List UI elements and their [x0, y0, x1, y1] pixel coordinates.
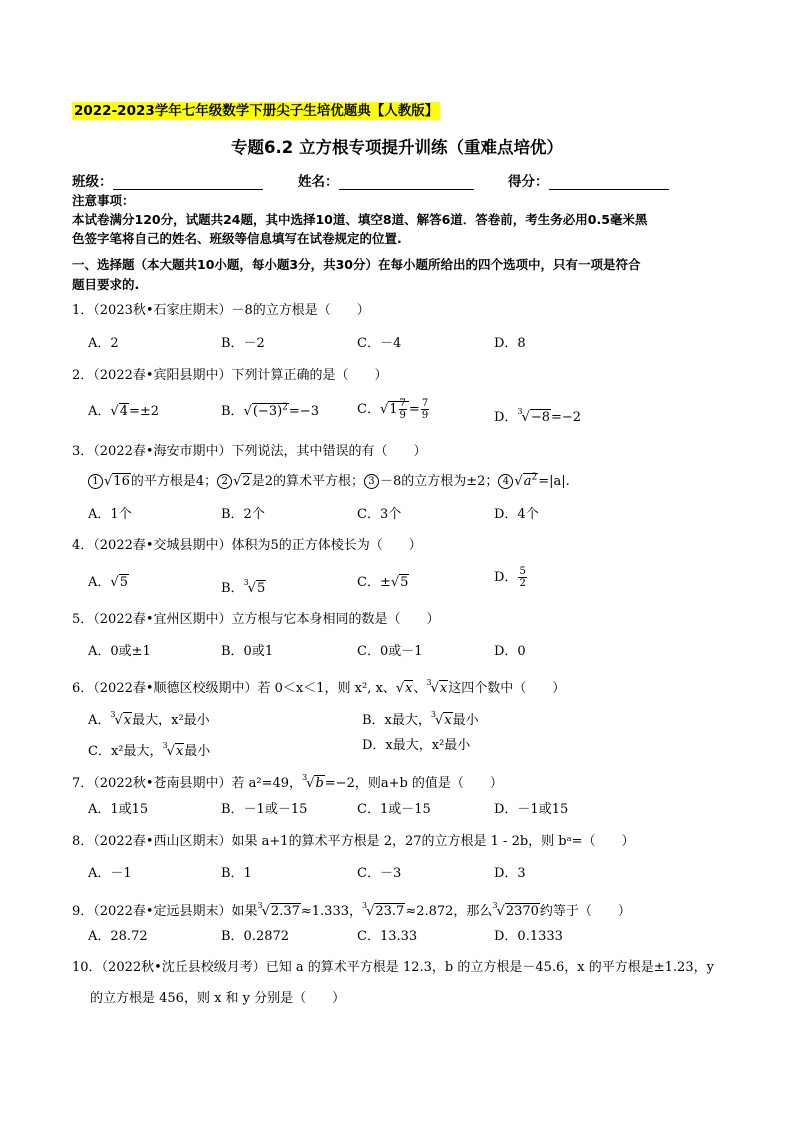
q1-option-b[interactable]: B．－2: [221, 336, 265, 351]
question-7-stem: 7．（2022秋•苍南县期中）若 a²=49，$^3$√b=−2，则a+b 的值是（ ）: [72, 773, 503, 791]
question-8-stem: 8．（2022春•西山区期末）如果 a+1的算术平方根是 2，27的立方根是 1 - 2b，则 bᵃ=（ ）: [72, 834, 635, 849]
q7-option-b[interactable]: B．－1或－15: [221, 802, 308, 817]
q6-option-c[interactable]: C．x²最大，$^3$√x最小: [88, 741, 211, 759]
question-10-line-2: 的立方根是 456，则 x 和 y 分别是（ ）: [90, 991, 346, 1006]
q3-statements: 1 √16的平方根是4； 2 √2是2的算术平方根； 3 －8的立方根为±2； 4 $√a^2=|a|$.: [88, 472, 570, 492]
q3-option-b[interactable]: B．2个: [221, 507, 265, 522]
info-row: [72, 170, 722, 192]
class-field[interactable]: [72, 170, 263, 190]
q7-option-c[interactable]: C．1或－15: [357, 802, 431, 817]
q7-option-d[interactable]: D．－1或15: [494, 802, 569, 817]
q3-option-c[interactable]: C．3个: [357, 507, 402, 522]
q8-option-b[interactable]: B．1: [221, 866, 252, 881]
page-title: 专题6.2 立方根专项提升训练（重难点培优）: [231, 138, 563, 157]
q8-option-c[interactable]: C．－3: [357, 866, 402, 881]
question-9-stem: 9．（2022春•定远县期末）如果$^3$√2.37≈1.333，$^3$√23.7≈2.872，那么$^3$√2370约等于（ ）: [72, 901, 631, 919]
score-field[interactable]: [508, 170, 669, 190]
score-blank[interactable]: [549, 173, 669, 190]
q2-option-a[interactable]: A．√4=±2: [88, 404, 160, 419]
q6-option-a[interactable]: A．$^3$√x最大，x²最小: [88, 710, 210, 728]
section-heading-line-1: 一、选择题（本大题共10小题，每小题3分，共30分）在每小题所给出的四个选项中，只有一项是符合: [72, 257, 641, 272]
q3-option-a[interactable]: A．1个: [88, 507, 132, 522]
q5-option-d[interactable]: D．0: [494, 644, 526, 659]
q5-option-a[interactable]: A．0或±1: [88, 644, 151, 659]
q9-option-d[interactable]: D．0.1333: [494, 929, 563, 944]
q4-option-d[interactable]: D． $\frac{5}{2}$: [494, 566, 526, 589]
q1-option-a[interactable]: A．2: [88, 336, 119, 351]
q9-option-a[interactable]: A．28.72: [88, 929, 148, 944]
question-2-stem: 2．（2022春•宾阳县期中）下列计算正确的是（ ）: [72, 368, 388, 383]
q1-option-d[interactable]: D．8: [494, 336, 526, 351]
question-5-stem: 5．（2022春•宜州区期中）立方根与它本身相同的数是（ ）: [72, 612, 440, 627]
q5-option-c[interactable]: C．0或－1: [357, 644, 423, 659]
question-4-stem: 4．（2022春•交城县期中）体积为5的正方体棱长为（ ）: [72, 538, 422, 553]
q1-option-c[interactable]: C．－4: [357, 336, 402, 351]
notice-heading: 注意事项：: [72, 193, 135, 208]
question-10-line-1: 10．（2022秋•沈丘县校级月考）已知 a 的算术平方根是 12.3，b 的立方根是－45.6，x 的平方根是±1.23，y: [72, 960, 714, 975]
question-3-stem: 3．（2022春•海安市期中）下列说法，其中错误的有（ ）: [72, 444, 427, 459]
name-field[interactable]: [298, 170, 474, 190]
q5-option-b[interactable]: B．0或1: [221, 644, 274, 659]
question-1-stem: 1．（2023秋•石家庄期末）－8的立方根是（ ）: [72, 303, 370, 318]
q8-option-d[interactable]: D．3: [494, 866, 526, 881]
header-tag: 2022-2023学年七年级数学下册尖子生培优题典【人教版】: [74, 103, 439, 119]
q6-option-b[interactable]: B．x最大，$^3$√x最小: [362, 710, 479, 728]
q3-option-d[interactable]: D．4个: [494, 507, 539, 522]
class-blank[interactable]: [113, 173, 263, 190]
class-label: 班级：: [72, 174, 113, 190]
question-6-stem: 6．（2022春•顺德区校级期中）若 0＜x＜1，则 x², x、√x、$^3$√x这四个数中（ ）: [72, 678, 566, 696]
notice-line-1: 本试卷满分120分，试题共24题，其中选择10道、填空8道、解答6道．答卷前，考生务必用0.5毫米黑: [72, 212, 648, 227]
section-heading-line-2: 题目要求的.: [72, 277, 140, 292]
name-label: 姓名：: [298, 174, 339, 190]
q8-option-a[interactable]: A．－1: [88, 866, 132, 881]
q4-option-a[interactable]: A．√5: [88, 575, 128, 590]
q6-option-d[interactable]: D．x最大，x²最小: [362, 738, 471, 753]
q9-option-b[interactable]: B．0.2872: [221, 929, 290, 944]
score-label: 得分：: [508, 174, 549, 190]
q4-option-c[interactable]: C．±√5: [357, 575, 409, 590]
q7-option-a[interactable]: A．1或15: [88, 802, 149, 817]
q2-option-b[interactable]: B．$√(-3)^2=-3$: [221, 402, 319, 419]
q2-option-c[interactable]: C．√1 $\frac{7}{9}$ = $\frac{7}{9}$: [357, 398, 429, 421]
notice-line-2: 色签字笔将自己的姓名、班级等信息填写在试卷规定的位置.: [72, 231, 402, 246]
q2-option-d[interactable]: D．$^3$√−8=−2: [494, 407, 582, 425]
name-blank[interactable]: [339, 173, 474, 190]
q9-option-c[interactable]: C．13.33: [357, 929, 418, 944]
q4-option-b[interactable]: B．$^3$√5: [221, 578, 266, 596]
